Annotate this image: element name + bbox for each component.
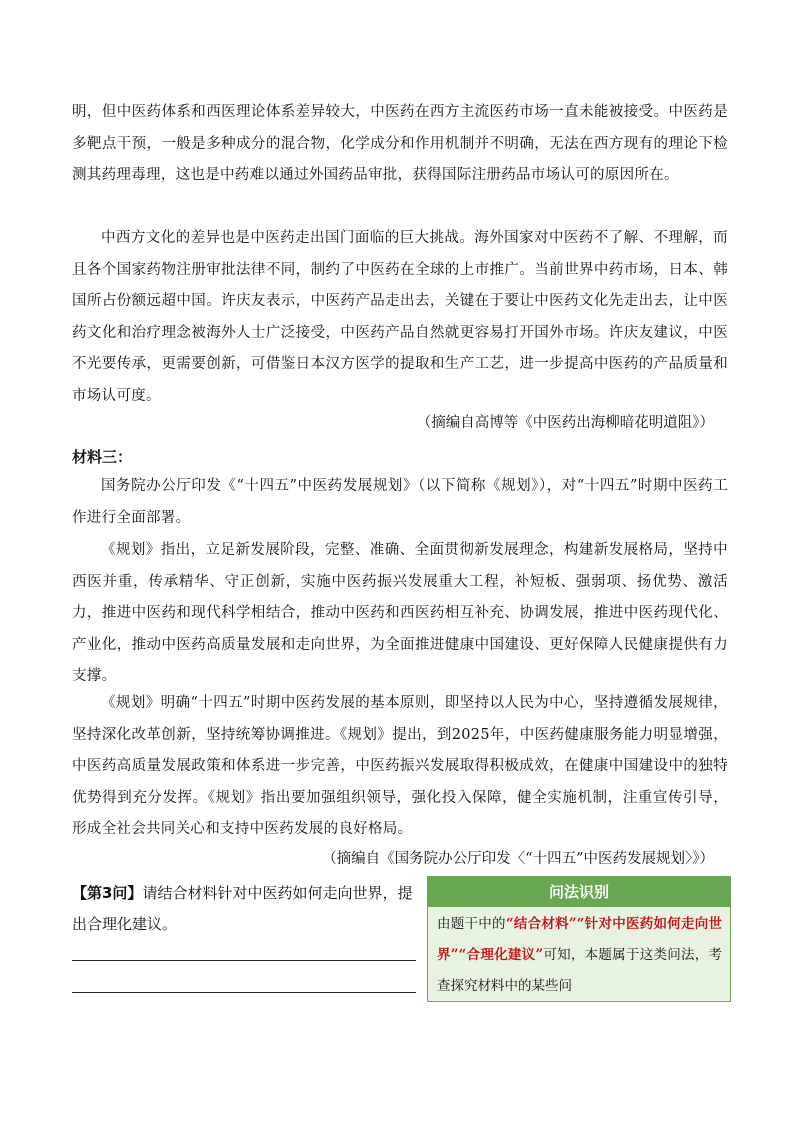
- material2-source: （摘编自高博等《中医药出海柳暗花明道阻》）: [416, 415, 714, 431]
- material3-paragraph-3: 《规划》明确“十四五”时期中医药发展的基本原则，即坚持以人民为中心，坚持遵循发展规律，坚持深化改革创新，坚持统筹协调推进。《规划》提出，到2025年，中医药健康服务能力明显增强，中医药高质量发展政策和体系进一步完善，中医药振兴发展取得积极成效，在健康中国建设中的独特优势得到充分发挥。《规划》指出要加强组织领导，强化投入保障，健全实施机制，注重宣传引导，形成全社会共同关心和支持中医药发展的良好格局。: [72, 695, 728, 837]
- question-type-panel: [427, 876, 731, 1002]
- question-label: 【第3问】: [72, 884, 143, 902]
- answer-line-2[interactable]: [72, 992, 416, 993]
- panel-keyword-2: “针对中医药如何走向世界”: [437, 916, 723, 963]
- panel-keyword-3: “合理化建议”: [458, 947, 544, 963]
- panel-keyword-1: “结合材料”: [505, 916, 577, 932]
- panel-text-tail: 可知，本题属于这类问法，考查探究材料中的某些问: [437, 947, 723, 994]
- material2-paragraph-1: 明，但中医药体系和西医理论体系差异较大，中医药在西方主流医药市场一直未能被接受。中医药是多靶点干预，一般是多种成分的混合物，化学成分和作用机制并不明确，无法在西方现有的理论下检测其药理毒理，这也是中药难以通过外国药品审批，获得国际注册药品市场认可的原因所在。: [72, 104, 728, 183]
- question-3: [72, 878, 417, 940]
- answer-line-1[interactable]: [72, 960, 416, 961]
- material2-paragraph-2: 中西方文化的差异也是中医药走出国门面临的巨大挑战。海外国家对中医药不了解、不理解，而且各个国家药物注册审批法律不同，制约了中医药在全球的上市推广。当前世界中药市场，日本、韩国所占份额远超中国。许庆友表示，中医药产品走出去，关键在于要让中医药文化先走出去，让中医药文化和治疗理念被海外人士广泛接受，中医药产品自然就更容易打开国外市场。许庆友建议，中医不光要传承，更需要创新，可借鉴日本汉方医学的提取和生产工艺，进一步提高中医药的产品质量和市场认可度。: [72, 230, 728, 404]
- panel-title: 问法识别: [428, 877, 730, 907]
- panel-text-lead: 由题干中的: [437, 916, 506, 932]
- material3-paragraph-1: 国务院办公厅印发《“十四五”中医药发展规划》（以下简称《规划》），对“十四五”时期中医药工作进行全面部署。: [72, 478, 728, 526]
- panel-body: [428, 907, 730, 1002]
- material3-paragraph-2: 《规划》指出，立足新发展阶段，完整、准确、全面贯彻新发展理念，构建新发展格局，坚持中西医并重，传承精华、守正创新，实施中医药振兴发展重大工程，补短板、强弱项、扬优势、激活力，推进中医药和现代科学相结合，推动中医药和西医药相互补充、协调发展，推进中医药现代化、产业化，推动中医药高质量发展和走向世界，为全面推进健康中国建设、更好保障人民健康提供有力支撑。: [72, 542, 728, 684]
- material3-source: （摘编自《国务院办公厅印发〈“十四五”中医药发展规划〉》）: [322, 851, 714, 867]
- question-text: 请结合材料针对中医药如何走向世界，提出合理化建议。: [72, 884, 413, 933]
- material3-heading: 材料三：: [72, 448, 133, 466]
